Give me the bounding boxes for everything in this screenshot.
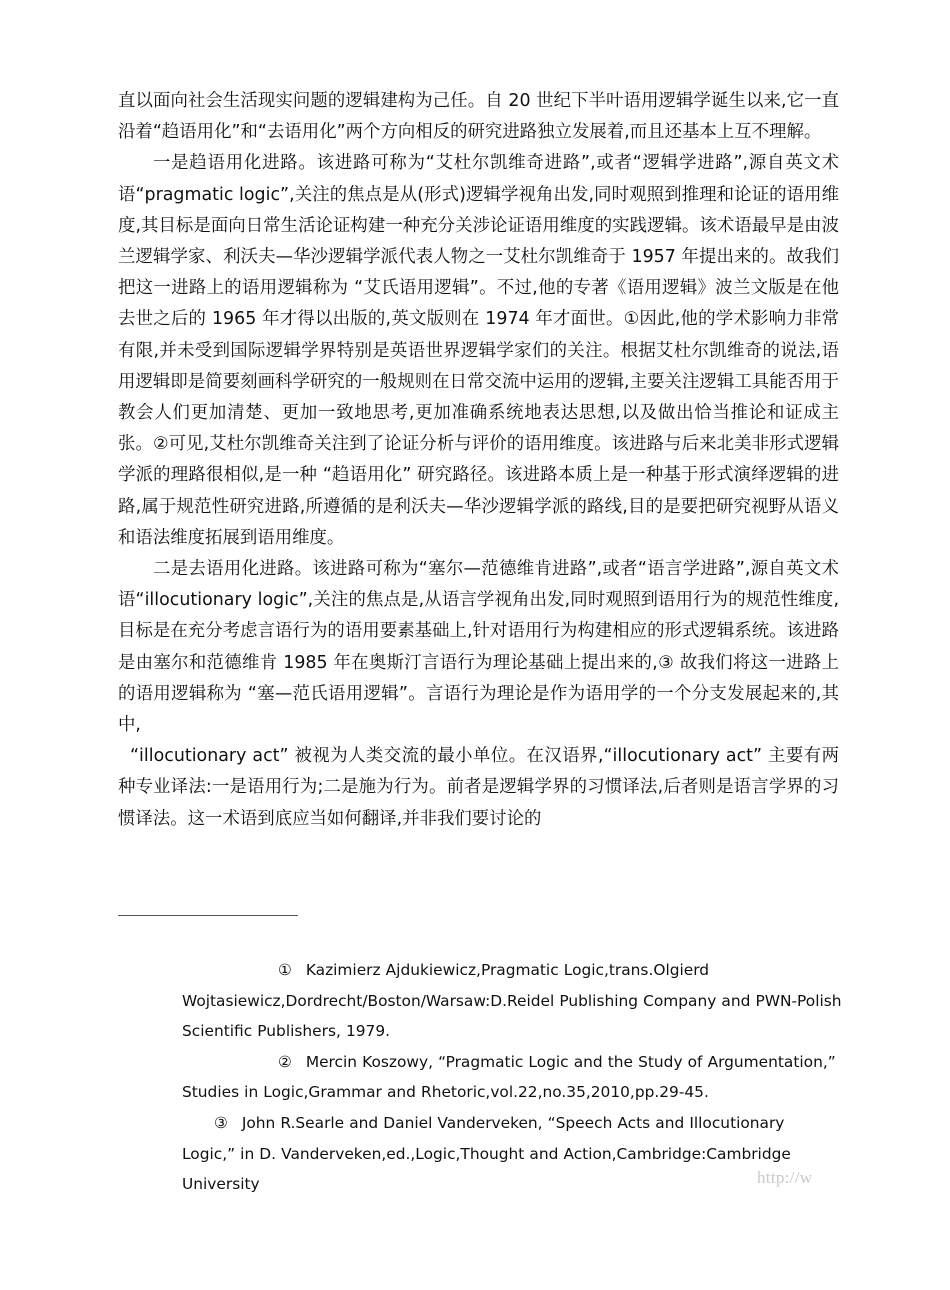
footnote-marker-1: ① bbox=[278, 961, 292, 979]
body-text-block bbox=[118, 86, 839, 835]
paragraph-1: 直以面向社会生活现实问题的逻辑建构为己任。自 20 世纪下半叶语用逻辑学诞生以来,它一直沿着“趋语用化”和“去语用化”两个方向相反的研究进路独立发展着,而且还基本上互不理解。 bbox=[118, 91, 839, 143]
footnote-marker-3: ③ bbox=[214, 1113, 228, 1132]
footnote-marker-2: ② bbox=[278, 1052, 292, 1071]
footnote-separator-rule bbox=[118, 915, 298, 916]
footnote-3 bbox=[182, 1108, 842, 1200]
footnote-text-3: John R.Searle and Daniel Vanderveken, “Speech Acts and Illocutionary Logic,” in D. Vanderveken,ed.,Logic,Thought and Action,Cambridge:Cambridge University bbox=[182, 1113, 791, 1194]
footnote-text-1: Kazimierz Ajdukiewicz,Pragmatic Logic,trans.Olgierd Wojtasiewicz,Dordrecht/Boston/Warsaw:D.Reidel Publishing Company and PWN-Polish Scientific Publishers, 1979. bbox=[182, 961, 842, 1041]
paragraph-2: 一是趋语用化进路。该进路可称为“艾杜尔凯维奇进路”,或者“逻辑学进路”,源自英文术语“pragmatic logic”,关注的焦点是从(形式)逻辑学视角出发,同时观照到推理和论证的语用维度,其目标是面向日常生活论证构建一种充分关涉论证语用维度的实践逻辑。该术语最早是由波兰逻辑学家、利沃夫—华沙逻辑学派代表人物之一艾杜尔凯维奇于 1957 年提出来的。故我们把这一进路上的语用逻辑称为 “艾氏语用逻辑”。不过,他的专著《语用逻辑》波兰文版是在他去世之后的 1965 年才得以出版的,英文版则在 1974 年才面世。①因此,他的学术影响力非常有限,并未受到国际逻辑学界特别是英语世界逻辑学家们的关注。根据艾杜尔凯维奇的说法,语用逻辑即是简要刻画科学研究的一般规则在日常交流中运用的逻辑,主要关注逻辑工具能否用于教会人们更加清楚、更加一致地思考,更加准确系统地表达思想,以及做出恰当推论和证成主张。②可见,艾杜尔凯维奇关注到了论证分析与评价的语用维度。该进路与后来北美非形式逻辑学派的理路很相似,是一种 “趋语用化” 研究路径。该进路本质上是一种基于形式演绎逻辑的进路,属于规范性研究进路,所遵循的是利沃夫—华沙逻辑学派的路线,目的是要把研究视野从语义和语法维度拓展到语用维度。 bbox=[118, 153, 839, 548]
footnote-2 bbox=[182, 1047, 842, 1108]
footnote-text-2: Mercin Koszowy, “Pragmatic Logic and the Study of Argumentation,” Studies in Logic,Grammar and Rhetoric,vol.22,no.35,2010,pp.29-45. bbox=[182, 1052, 836, 1102]
paragraph-4: “illocutionary act” 被视为人类交流的最小单位。在汉语界,“illocutionary act” 主要有两种专业译法:一是语用行为;二是施为行为。前者是逻辑学界的习惯译法,后者则是语言学界的习惯译法。这一术语到底应当如何翻译,并非我们要讨论的 bbox=[118, 746, 839, 829]
footnotes-block bbox=[182, 955, 842, 1200]
paragraph-3: 二是去语用化进路。该进路可称为“塞尔—范德维肯进路”,或者“语言学进路”,源自英文术语“illocutionary logic”,关注的焦点是,从语言学视角出发,同时观照到语用行为的规范性维度,目标是在充分考虑言语行为的语用要素基础上,针对语用行为构建相应的形式逻辑系统。该进路是由塞尔和范德维肯 1985 年在奥斯汀言语行为理论基础上提出来的,③ 故我们将这一进路上的语用逻辑称为 “塞—范氏语用逻辑”。言语行为理论是作为语用学的一个分支发展起来的,其中, bbox=[118, 559, 839, 736]
watermark-text: http://w bbox=[757, 1168, 813, 1187]
footnote-1 bbox=[182, 955, 842, 1047]
